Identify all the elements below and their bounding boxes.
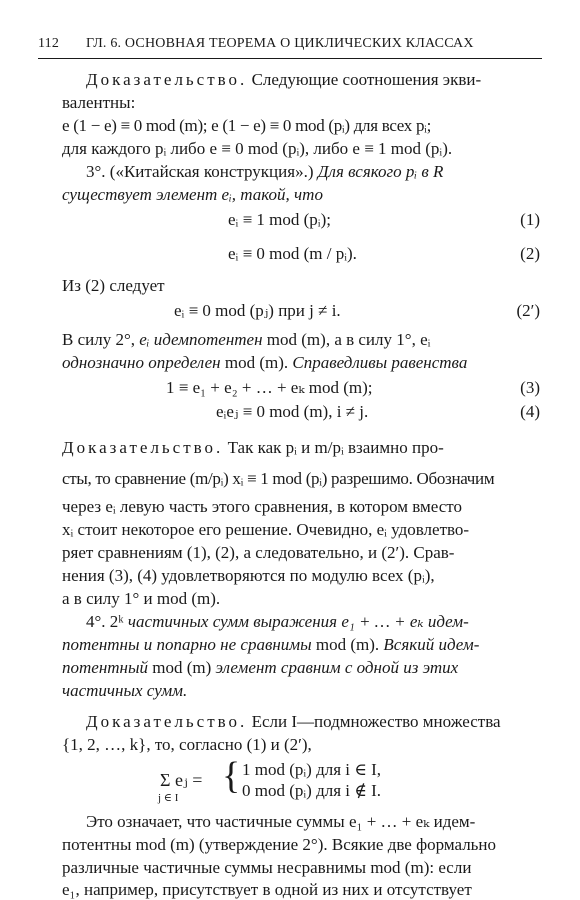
equation-1: eᵢ ≡ 1 mod (pᵢ); [228,210,331,229]
text-line: различные частичные суммы несравнимы mod (m): если [62,858,472,877]
text-line: потентны mod (m) (утверждение 2°). Всякие две формально [62,835,497,854]
text-line: частичных сумм. [62,681,188,700]
equation-3: 1 ≡ e₁ + e₂ + … + eₖ mod (m); [166,378,373,397]
italic-span: однозначно определен [62,353,221,372]
left-brace: { [222,755,241,797]
italic-span: Всякий идем- [383,635,480,654]
proof-label: Доказательство. [86,70,248,89]
text-line [62,635,540,655]
text-line: для каждого pᵢ либо e ≡ 0 mod (pᵢ), либо e ≡ 1 mod (pᵢ). [62,139,453,158]
text-line: существует элемент eᵢ, такой, что [62,185,323,204]
text-line: ряет сравнениям (1), (2), а следовательно, и (2′). Срав- [62,543,455,562]
text-line: Это означает, что частичные суммы e₁ + … + eₖ идем- [86,812,476,831]
text-line: e (1 − e) ≡ 0 mod (m); e (1 − e) ≡ 0 mod (pᵢ) для всех pᵢ; [62,116,432,135]
sum-subscript: j ∈ I [158,792,179,804]
text-span: mod (m) [147,658,216,677]
equation-number-2: (2) [520,244,540,263]
text-line: e₁, например, присутствует в одной из них и отсутствует [62,880,472,899]
text-line [86,612,564,632]
text-line [86,70,564,90]
text-span: Следующие соотношения экви- [247,70,482,89]
text-line: нения (3), (4) удовлетворяются по модулю всех (pᵢ), [62,566,435,585]
running-title: ГЛ. 6. ОСНОВНАЯ ТЕОРЕМА О ЦИКЛИЧЕСКИХ КЛАССАХ [86,36,474,51]
text-span: 3°. («Китайская конструкция».) [86,162,318,181]
equation-2-prime: eᵢ ≡ 0 mod (pⱼ) при j ≠ i. [174,301,341,320]
text-span: mod (m). [311,635,384,654]
italic-span: Справедливы равенства [292,353,468,372]
text-line [62,438,540,458]
text-span: Если I—подмножество множества [247,712,501,731]
text-line [62,330,540,350]
text-line: Из (2) следует [62,276,165,295]
running-header [38,34,542,56]
text-span: Так как pᵢ и m/pᵢ взаимно про- [223,438,444,457]
text-span: 4°. 2ᵏ [86,612,128,631]
italic-span: частичных сумм выражения e₁ + … + eₖ идем- [127,612,469,631]
text-line [86,162,564,182]
header-rule [38,58,542,59]
text-line: через eᵢ левую часть этого сравнения, в котором вместо [62,497,463,516]
italic-span: Для всякого pᵢ в R [317,162,444,181]
italic-span: элемент сравним с одной из этих [215,658,459,677]
equation-number-2-prime: (2′) [516,301,540,320]
italic-span: eᵢ идемпотентен [139,330,263,349]
text-line: сты, то сравнение (m/pᵢ) xᵢ ≡ 1 mod (pᵢ) разрешимо. Обозначим [62,469,495,488]
sum-lhs: Σ eⱼ = [160,770,203,790]
equation-number-4: (4) [520,402,540,421]
equation-2: eᵢ ≡ 0 mod (m / pᵢ). [228,244,357,263]
italic-span: потентный [62,658,148,677]
text-line: валентны: [62,93,136,112]
proof-label: Доказательство. [62,438,224,457]
text-span: mod (m), а в силу 1°, eᵢ [262,330,431,349]
text-span: mod (m). [220,353,293,372]
text-line: а в силу 1° и mod (m). [62,589,221,608]
sum-case-1: 1 mod (pᵢ) для i ∈ I, [242,760,381,779]
text-line [62,353,540,373]
equation-4: eᵢeⱼ ≡ 0 mod (m), i ≠ j. [216,402,369,421]
italic-span: потентны и попарно не сравнимы [62,635,312,654]
page-number: 112 [38,36,60,51]
text-span: В силу 2°, [62,330,140,349]
equation-number-1: (1) [520,210,540,229]
text-line [86,712,564,732]
proof-label: Доказательство. [86,712,248,731]
text-line: {1, 2, …, k}, то, согласно (1) и (2′), [62,735,312,754]
text-line [62,658,540,678]
text-line: xᵢ стоит некоторое его решение. Очевидно, eᵢ удовлетво- [62,520,470,539]
sum-case-2: 0 mod (pᵢ) для i ∉ I. [242,781,381,800]
equation-number-3: (3) [520,378,540,397]
